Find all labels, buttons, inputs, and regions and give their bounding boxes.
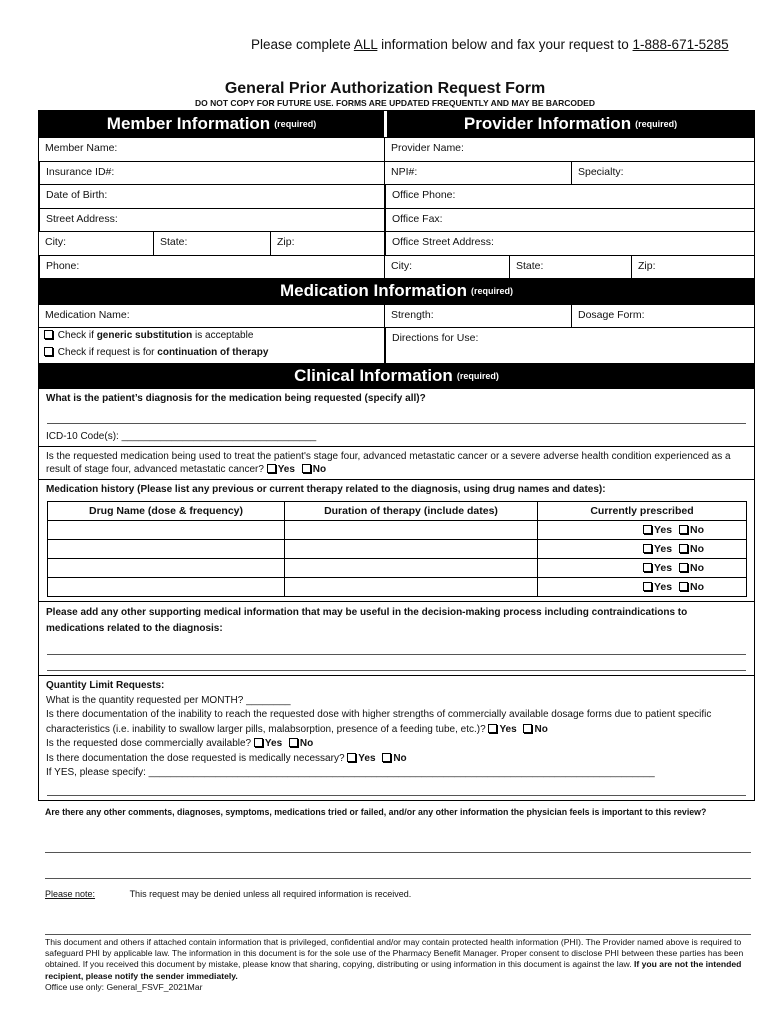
directions-field[interactable]: Directions for Use:: [385, 327, 754, 363]
required-tag: (required): [456, 371, 499, 381]
continuation-therapy-checkbox[interactable]: [39, 345, 384, 363]
privacy-text: This document and others if attached contain information that is privileged, confidential and/or may contain protected health information (PHI). The Provider named above is required to safeguard PHI by applicable law. The information in this document is for the sole use of the Pharmacy Benefit Manager. Proper consent to disclose PHI between these parties has been obtained. If you received this document by mistake, please know that sharing, copying, distributing or using information in this document is against the law.: [45, 937, 744, 970]
clinical-section-title: Clinical Information: [294, 366, 453, 385]
office-use-label: Office use only: General_FSVF_2021Mar: [45, 981, 203, 992]
medically-necessary-text: Is there documentation the dose requested is medically necessary?: [46, 752, 345, 764]
inability-no-checkbox[interactable]: [523, 724, 532, 733]
medication-history-table: [47, 501, 747, 597]
drug-name-column: Drug Name (dose & frequency): [48, 502, 285, 521]
supporting-info-question: Please add any other supporting medical information that may be useful in the decision-making process including contraindications to medications related to the diagnosis:: [39, 601, 754, 639]
no-label: No: [534, 723, 548, 735]
required-tag: (required): [635, 119, 678, 129]
prescribed-cell: [538, 559, 747, 578]
generic-post: is acceptable: [195, 330, 254, 341]
prescribed-cell: [538, 578, 747, 597]
medication-section-title: Medication Information: [279, 281, 467, 300]
form-subtitle: DO NOT COPY FOR FUTURE USE. FORMS ARE UPDATED FREQUENTLY AND MAY BE BARCODED: [194, 98, 595, 108]
fax-middle: information below and fax your request to: [381, 37, 629, 52]
no-label: No: [299, 738, 314, 749]
required-tag: (required): [470, 286, 513, 296]
table-row: [48, 521, 747, 540]
clinical-section-header: [39, 363, 754, 389]
no-checkbox[interactable]: [679, 582, 688, 591]
insurance-id-field[interactable]: Insurance ID#:: [39, 161, 384, 185]
currently-prescribed-column: Currently prescribed: [538, 502, 747, 521]
yes-label: Yes: [654, 524, 673, 536]
street-address-field[interactable]: Street Address:: [39, 208, 384, 232]
yes-checkbox[interactable]: [643, 525, 652, 534]
provider-name-field[interactable]: Provider Name:: [385, 137, 754, 161]
please-note-label: Please note:: [45, 889, 96, 899]
specify-answer-line[interactable]: [47, 784, 746, 796]
cancer-no-checkbox[interactable]: [302, 464, 311, 473]
medically-necessary-question: [46, 752, 747, 767]
privacy-notice: [45, 937, 751, 993]
medication-history-heading: Medication history (Please list any previous or current therapy related to the diagnosis, using drug names and dates):: [39, 479, 754, 499]
please-note: [45, 889, 411, 899]
required-tag: (required): [274, 119, 317, 129]
yes-label: Yes: [358, 752, 376, 764]
specialty-field[interactable]: Specialty:: [571, 162, 754, 185]
member-zip-field[interactable]: Zip:: [270, 232, 384, 255]
drug-name-cell[interactable]: [48, 540, 285, 559]
supporting-answer-line[interactable]: [47, 655, 746, 671]
checkbox-icon[interactable]: [44, 347, 53, 356]
member-phone-field[interactable]: Phone:: [39, 255, 384, 279]
member-name-field[interactable]: Member Name:: [39, 137, 384, 161]
duration-cell[interactable]: [285, 578, 538, 597]
cancer-question: [39, 446, 754, 479]
supporting-answer-line[interactable]: [47, 639, 746, 655]
medication-section-header: [39, 278, 754, 304]
duration-cell[interactable]: [285, 521, 538, 540]
yes-checkbox[interactable]: [643, 582, 652, 591]
quantity-per-month-field[interactable]: What is the quantity requested per MONTH? ________: [46, 694, 291, 706]
comments-answer-line[interactable]: [45, 852, 751, 853]
continuation-bold: continuation of therapy: [157, 347, 269, 358]
drug-name-cell[interactable]: [48, 578, 285, 597]
member-section-header: [39, 111, 384, 137]
generic-bold: generic substitution: [96, 330, 193, 341]
drug-name-cell[interactable]: [48, 521, 285, 540]
quantity-limit-section: [39, 675, 754, 784]
yes-label: Yes: [654, 543, 673, 555]
member-section-title: Member Information: [106, 114, 271, 133]
please-note-text: This request may be denied unless all required information is received.: [129, 889, 412, 899]
no-label: No: [690, 543, 705, 555]
privacy-bold-text: If you are not the intended recipient, please notify the sender immediately.: [45, 959, 742, 981]
form-title: General Prior Authorization Request Form: [224, 80, 546, 97]
no-label: No: [393, 752, 407, 764]
provider-city-field[interactable]: City:: [391, 259, 412, 272]
necessary-yes-checkbox[interactable]: [347, 753, 356, 762]
no-checkbox[interactable]: [679, 563, 688, 572]
prior-auth-form: [38, 110, 755, 801]
available-yes-checkbox[interactable]: [254, 738, 263, 747]
prescribed-cell: [538, 540, 747, 559]
table-header-row: [48, 502, 747, 521]
fax-prefix: Please complete: [251, 37, 351, 52]
comments-question: Are there any other comments, diagnoses, symptoms, medications tried or failed, and/or any other information the physician feels is important to this review?: [45, 807, 707, 817]
no-checkbox[interactable]: [679, 544, 688, 553]
inability-question: [46, 708, 747, 737]
diagnosis-answer-line[interactable]: [47, 408, 746, 424]
checkbox-icon[interactable]: [44, 330, 53, 339]
dosage-form-field[interactable]: Dosage Form:: [571, 305, 754, 327]
duration-cell[interactable]: [285, 559, 538, 578]
member-city-field[interactable]: City:: [45, 236, 66, 248]
no-label: No: [690, 524, 705, 536]
yes-label: Yes: [277, 464, 295, 475]
yes-label: Yes: [499, 723, 517, 735]
quantity-limit-title: Quantity Limit Requests:: [46, 680, 165, 691]
office-phone-field[interactable]: Office Phone:: [385, 184, 754, 208]
provider-zip-field[interactable]: Zip:: [631, 256, 754, 279]
no-checkbox[interactable]: [679, 525, 688, 534]
no-label: No: [312, 464, 327, 475]
duration-column: Duration of therapy (include dates): [285, 502, 538, 521]
footer-divider: [45, 934, 751, 935]
provider-section-header: [387, 111, 754, 137]
table-row: [48, 540, 747, 559]
member-state-field[interactable]: State:: [153, 232, 270, 255]
necessary-no-checkbox[interactable]: [382, 753, 391, 762]
table-row: [48, 578, 747, 597]
inability-yes-checkbox[interactable]: [488, 724, 497, 733]
medication-name-field[interactable]: Medication Name:: [39, 304, 384, 327]
fax-number: 1-888-671-5285: [632, 37, 729, 52]
office-fax-field[interactable]: Office Fax:: [385, 208, 754, 232]
yes-checkbox[interactable]: [643, 544, 652, 553]
prescribed-cell: [538, 521, 747, 540]
duration-cell[interactable]: [285, 540, 538, 559]
fax-all: ALL: [353, 37, 378, 52]
yes-label: Yes: [264, 738, 283, 749]
icd-codes-field[interactable]: ICD-10 Code(s): ___________________________________: [46, 431, 317, 442]
office-street-field[interactable]: Office Street Address:: [385, 231, 754, 255]
generic-pre: Check if: [57, 330, 94, 341]
provider-section-title: Provider Information: [463, 114, 632, 133]
comments-answer-line[interactable]: [45, 878, 751, 879]
generic-substitution-checkbox[interactable]: [39, 327, 384, 345]
drug-name-cell[interactable]: [48, 559, 285, 578]
commercially-available-text: Is the requested dose commercially available?: [46, 738, 252, 749]
specify-field[interactable]: If YES, please specify: ___________________________________________________________________________________________: [46, 767, 655, 778]
yes-label: Yes: [654, 581, 673, 593]
cancer-yes-checkbox[interactable]: [267, 464, 276, 473]
fax-instructions: [251, 37, 729, 52]
yes-checkbox[interactable]: [643, 563, 652, 572]
cancer-question-text: Is the requested medication being used to treat the patient's stage four, advanced metastatic cancer or a severe adverse health condition experienced as a result of stage four, advanced metastatic cancer?: [46, 451, 731, 475]
available-no-checkbox[interactable]: [289, 738, 298, 747]
provider-state-field[interactable]: State:: [509, 256, 631, 279]
no-label: No: [690, 562, 705, 574]
continuation-pre: Check if request is for: [57, 347, 155, 358]
diagnosis-question: What is the patient’s diagnosis for the medication being requested (specify all)?: [46, 393, 426, 404]
npi-field[interactable]: NPI#:: [391, 165, 418, 178]
date-of-birth-field[interactable]: Date of Birth:: [39, 184, 384, 208]
commercially-available-question: [46, 737, 747, 752]
yes-label: Yes: [654, 562, 673, 574]
table-row: [48, 559, 747, 578]
no-label: No: [690, 581, 705, 593]
inability-question-text: Is there documentation of the inability to reach the requested dose with higher strengths of commercially available dosage forms due to patient specific characteristics (i.e. inability to swallow larger pills, malabsorption, presence of a feeding tube, etc.)?: [46, 709, 712, 735]
strength-field[interactable]: Strength:: [391, 309, 434, 321]
